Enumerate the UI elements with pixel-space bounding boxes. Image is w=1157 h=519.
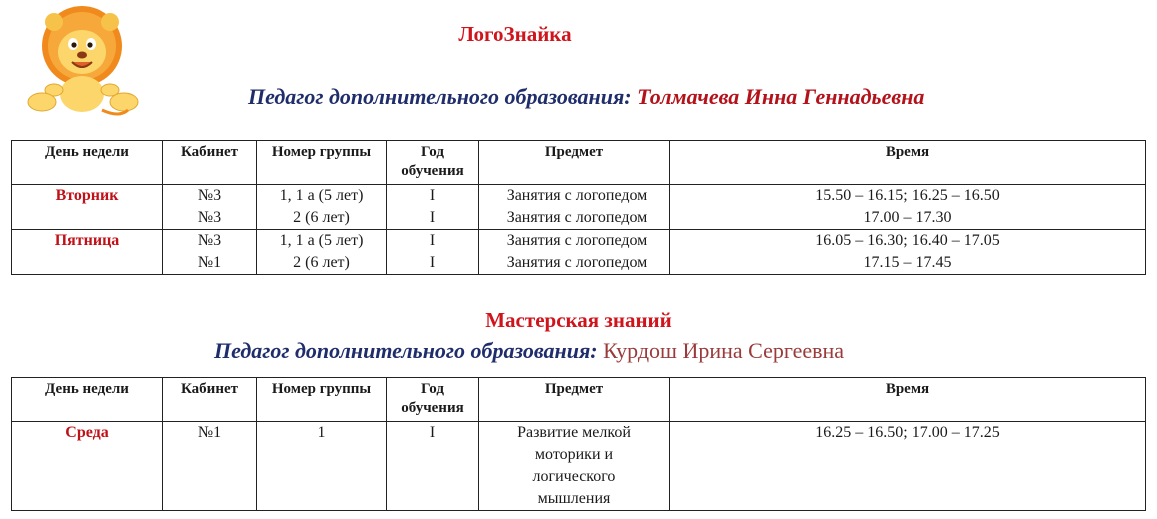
subject-value: Занятия с логопедом xyxy=(506,254,648,271)
year-value: I xyxy=(429,187,436,204)
year-value: I xyxy=(429,209,436,226)
header-time: Время xyxy=(670,141,1146,185)
subject-line: логического xyxy=(532,468,616,485)
section2-teacher-label: Педагог дополнительного образования: xyxy=(214,338,598,363)
group-value: 2 (6 лет) xyxy=(293,209,350,226)
year-cell: I xyxy=(387,422,479,511)
group-value: 1, 1 а (5 лет) xyxy=(279,232,364,249)
header-room: Кабинет xyxy=(163,141,257,185)
section2-teacher-name: Курдош Ирина Сергеевна xyxy=(603,338,845,363)
header-subject: Предмет xyxy=(479,378,670,422)
subject-line: Развитие мелкой xyxy=(517,424,631,441)
header-day: День недели xyxy=(12,378,163,422)
group-value: 2 (6 лет) xyxy=(293,254,350,271)
header-group: Номер группы xyxy=(257,141,387,185)
room-value: №3 xyxy=(197,232,222,249)
header-group: Номер группы xyxy=(257,378,387,422)
time-value: 16.05 – 16.30; 16.40 – 17.05 xyxy=(815,232,1000,249)
subject-line: моторики и xyxy=(534,446,614,463)
schedule-table-2 xyxy=(11,377,1146,511)
subject-cell xyxy=(479,185,670,230)
subject-value: Занятия с логопедом xyxy=(506,209,648,226)
year-value: I xyxy=(429,254,436,271)
time-cell: 16.25 – 16.50; 17.00 – 17.25 xyxy=(670,422,1146,511)
table-row xyxy=(12,422,1146,511)
time-value: 15.50 – 16.15; 16.25 – 16.50 xyxy=(815,187,1000,204)
room-value: №3 xyxy=(197,187,222,204)
day-cell: Среда xyxy=(12,422,163,511)
table-header-row xyxy=(12,378,1146,422)
group-cell xyxy=(257,185,387,230)
lion-mascot-icon xyxy=(24,2,142,122)
room-cell xyxy=(163,185,257,230)
header-year: Год обучения xyxy=(387,141,479,185)
section1-teacher-name: Толмачева Инна Геннадьевна xyxy=(637,84,925,109)
section1-title: ЛогоЗнайка xyxy=(458,22,572,46)
day-cell: Вторник xyxy=(12,185,163,230)
header-day: День недели xyxy=(12,141,163,185)
subject-value: Занятия с логопедом xyxy=(506,232,648,249)
header-year: Год обучения xyxy=(387,378,479,422)
header-subject: Предмет xyxy=(479,141,670,185)
header-time: Время xyxy=(670,378,1146,422)
header-room: Кабинет xyxy=(163,378,257,422)
year-value: I xyxy=(429,232,436,249)
section1-teacher-label: Педагог дополнительного образования: xyxy=(248,84,632,109)
group-cell xyxy=(257,230,387,275)
time-cell xyxy=(670,185,1146,230)
group-value: 1, 1 а (5 лет) xyxy=(279,187,364,204)
group-cell: 1 xyxy=(257,422,387,511)
room-value: №1 xyxy=(197,254,222,271)
table-row xyxy=(12,230,1146,275)
section1-teacher xyxy=(248,84,924,110)
room-cell: №1 xyxy=(163,422,257,511)
time-cell xyxy=(670,230,1146,275)
subject-value: Занятия с логопедом xyxy=(506,187,648,204)
room-value: №3 xyxy=(197,209,222,226)
year-cell xyxy=(387,185,479,230)
time-value: 17.00 – 17.30 xyxy=(863,209,952,226)
section2-teacher xyxy=(214,338,844,364)
table-header-row xyxy=(12,141,1146,185)
room-cell xyxy=(163,230,257,275)
subject-cell xyxy=(479,230,670,275)
year-cell xyxy=(387,230,479,275)
time-value: 17.15 – 17.45 xyxy=(863,254,952,271)
day-cell: Пятница xyxy=(12,230,163,275)
table-row xyxy=(12,185,1146,230)
section2-title: Мастерская знаний xyxy=(485,308,672,332)
subject-cell xyxy=(479,422,670,511)
subject-line: мышления xyxy=(537,490,611,507)
schedule-table-1 xyxy=(11,140,1146,275)
